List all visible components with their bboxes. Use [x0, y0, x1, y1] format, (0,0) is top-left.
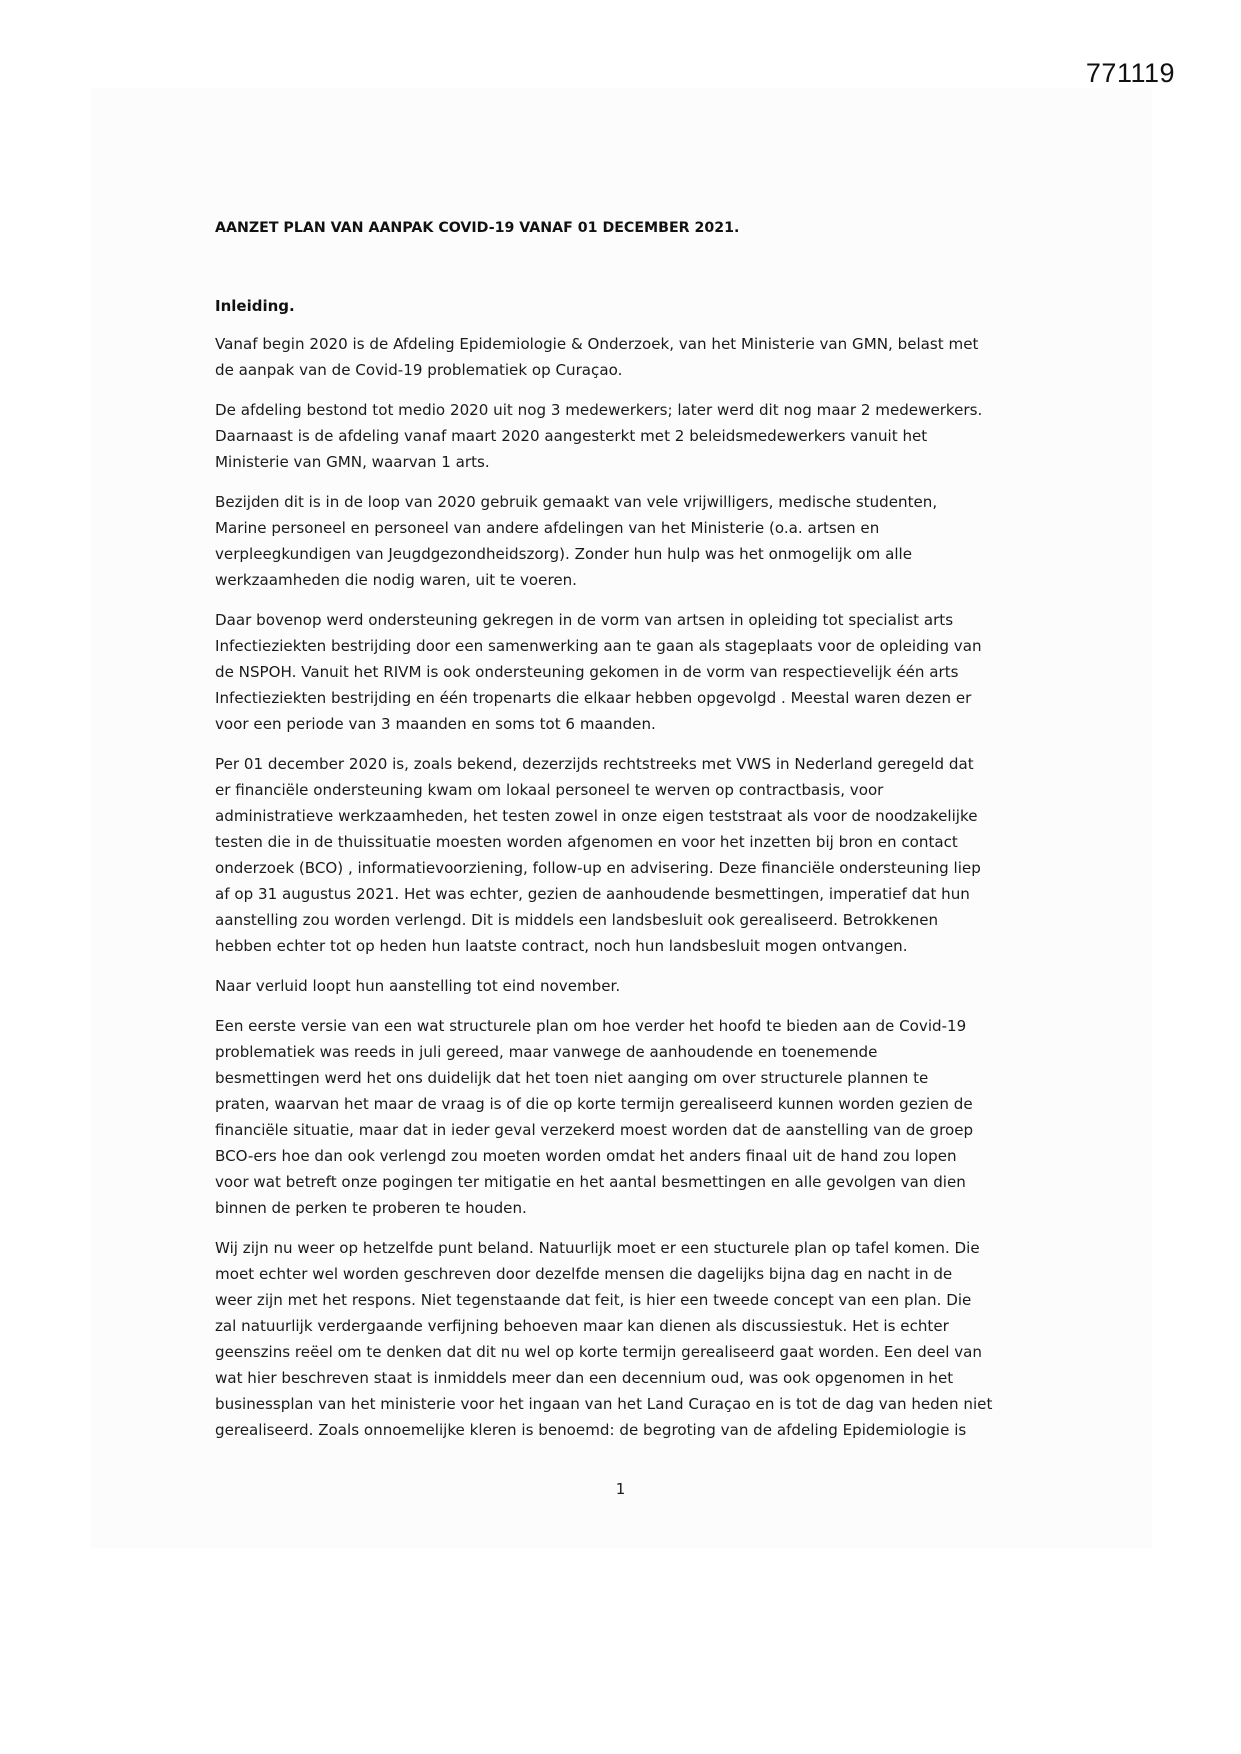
paragraph: Daar bovenop werd ondersteuning gekregen in de vorm van artsen in opleiding tot specialist arts Infectieziekten bestrijding door een samenwerking aan te gaan als stageplaats voor de opleiding van de NSPOH. Vanuit het RIVM is ook ondersteuning gekomen in de vorm van respectievelijk één arts Infectieziekten bestrijding en één tropenarts die elkaar hebben opgevolgd . Meestal waren dezen er voor een periode van 3 maanden en soms tot 6 maanden. [215, 611, 982, 733]
paragraph: Een eerste versie van een wat structurele plan om hoe verder het hoofd te bieden aan de Covid-19 problematiek was reeds in juli gereed, maar vanwege de aanhoudende en toenemende besmettingen werd het ons duidelijk dat het toen niet aanging om over structurele plannen te praten, waarvan het maar de vraag is of die op korte termijn gerealiseerd kunnen worden gezien de financiële situatie, maar dat in ieder geval verzekerd moest worden dat de aanstelling van de groep BCO-ers hoe dan ook verlengd zou moeten worden omdat het anders finaal uit de hand zou lopen voor wat betreft onze pogingen ter mitigatie en het aantal besmettingen en alle gevolgen van dien binnen de perken te proberen te houden. [215, 1017, 974, 1217]
paragraph: Bezijden dit is in de loop van 2020 gebruik gemaakt van vele vrijwilligers, medische studenten, Marine personeel en personeel van andere afdelingen van het Ministerie (o.a. artsen en verpleegkundigen van Jeugdgezondheidszorg). Zonder hun hulp was het onmogelijk om alle werkzaamheden die nodig waren, uit te voeren. [215, 493, 938, 589]
paragraph: Vanaf begin 2020 is de Afdeling Epidemiologie & Onderzoek, van het Ministerie van GMN, belast met de aanpak van de Covid-19 problematiek op Curaçao. [215, 335, 979, 379]
paragraph: Wij zijn nu weer op hetzelfde punt beland. Natuurlijk moet er een stucturele plan op tafel komen. Die moet echter wel worden geschreven door dezelfde mensen die dagelijks bijna dag en nacht in de weer zijn met het respons. Niet tegenstaande dat feit, is hier een tweede concept van een plan. Die zal natuurlijk verdergaande verfijning behoeven maar kan dienen als discussiestuk. Het is echter geenszins reëel om te denken dat dit nu wel op korte termijn gerealiseerd gaat worden. Een deel van wat hier beschreven staat is inmiddels meer dan een decennium oud, was ook opgenomen in het businessplan van het ministerie voor het ingaan van het Land Curaçao en is tot de dag van heden niet gerealiseerd. Zoals onnoemelijke kleren is benoemd: de begroting van de afdeling Epidemiologie is [215, 1239, 993, 1439]
document-id-stamp: 771119 [1085, 58, 1175, 88]
document-title: AANZET PLAN VAN AANPAK COVID-19 VANAF 01 DECEMBER 2021. [215, 220, 740, 236]
paragraph: Naar verluid loopt hun aanstelling tot eind november. [215, 977, 621, 995]
section-heading-inleiding: Inleiding. [215, 297, 295, 315]
page-number: 1 [615, 1480, 626, 1498]
document-body [215, 215, 1030, 1457]
paragraph: De afdeling bestond tot medio 2020 uit nog 3 medewerkers; later werd dit nog maar 2 medewerkers. Daarnaast is de afdeling vanaf maart 2020 aangesterkt met 2 beleidsmedewerkers vanuit het Ministerie van GMN, waarvan 1 arts. [215, 401, 983, 471]
paragraph: Per 01 december 2020 is, zoals bekend, dezerzijds rechtstreeks met VWS in Nederland geregeld dat er financiële ondersteuning kwam om lokaal personeel te werven op contractbasis, voor administratieve werkzaamheden, het testen zowel in onze eigen teststraat als voor de noodzakelijke testen die in de thuissituatie moesten worden afgenomen en voor het inzetten bij bron en contact onderzoek (BCO) , informatievoorziening, follow-up en advisering. Deze financiële ondersteuning liep af op 31 augustus 2021. Het was echter, gezien de aanhoudende besmettingen, imperatief dat hun aanstelling zou worden verlengd. Dit is middels een landsbesluit ook gerealiseerd. Betrokkenen hebben echter tot op heden hun laatste contract, noch hun landsbesluit mogen ontvangen. [215, 755, 981, 955]
